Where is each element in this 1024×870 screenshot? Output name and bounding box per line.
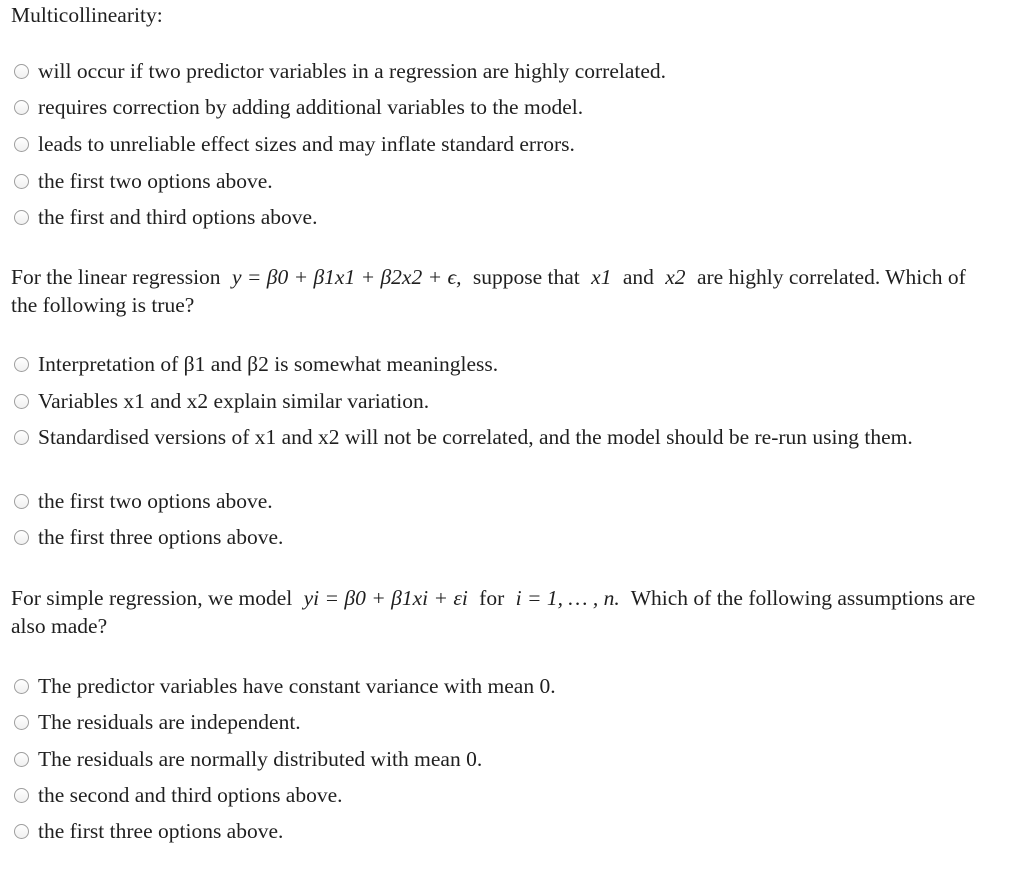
q1-option-2[interactable] bbox=[14, 94, 958, 122]
option-label: the first three options above. bbox=[38, 525, 284, 549]
radio-button[interactable] bbox=[14, 357, 29, 372]
q2-option-3[interactable] bbox=[14, 424, 958, 452]
option-label: The residuals are normally distributed with mean 0. bbox=[38, 747, 483, 771]
q3-option-3[interactable] bbox=[14, 746, 958, 774]
stem-text: Which of the following assumptions are also made? bbox=[11, 586, 976, 638]
radio-button[interactable] bbox=[14, 715, 29, 730]
stem-text: are highly correlated. Which of the following is true? bbox=[11, 265, 966, 317]
option-label: the first two options above. bbox=[38, 489, 273, 513]
question-3-stem bbox=[11, 585, 984, 641]
radio-button[interactable] bbox=[14, 100, 29, 115]
q1-option-5[interactable] bbox=[14, 204, 958, 232]
radio-button[interactable] bbox=[14, 394, 29, 409]
stem-text: For simple regression, we model bbox=[11, 586, 293, 610]
question-1-stem: Multicollinearity: bbox=[11, 3, 163, 27]
option-label: Interpretation of β1 and β2 is somewhat meaningless. bbox=[38, 352, 499, 376]
stem-text: for bbox=[479, 586, 505, 610]
q3-option-1[interactable] bbox=[14, 673, 958, 701]
radio-button[interactable] bbox=[14, 824, 29, 839]
option-label: the first two options above. bbox=[38, 169, 273, 193]
radio-button[interactable] bbox=[14, 494, 29, 509]
option-label: Variables x1 and x2 explain similar variation. bbox=[38, 389, 430, 413]
q1-option-4[interactable] bbox=[14, 168, 958, 196]
radio-button[interactable] bbox=[14, 64, 29, 79]
q3-option-5[interactable] bbox=[14, 818, 958, 846]
q1-option-1[interactable] bbox=[14, 58, 958, 86]
stem-text: For the linear regression bbox=[11, 265, 221, 289]
radio-button[interactable] bbox=[14, 174, 29, 189]
radio-button[interactable] bbox=[14, 530, 29, 545]
option-label: The residuals are independent. bbox=[38, 710, 301, 734]
q2-option-4[interactable] bbox=[14, 488, 958, 516]
q3-option-4[interactable] bbox=[14, 782, 958, 810]
q2-option-2[interactable] bbox=[14, 388, 958, 416]
question-2-stem bbox=[11, 264, 984, 320]
option-label: leads to unreliable effect sizes and may inflate standard errors. bbox=[38, 132, 575, 156]
option-label: The predictor variables have constant variance with mean 0. bbox=[38, 674, 556, 698]
question-2 bbox=[11, 264, 984, 320]
option-label: Standardised versions of x1 and x2 will not be correlated, and the model should be re-run using them. bbox=[38, 425, 913, 449]
variable-x2: x2 bbox=[665, 265, 686, 289]
q2-option-5[interactable] bbox=[14, 524, 958, 552]
radio-button[interactable] bbox=[14, 210, 29, 225]
radio-button[interactable] bbox=[14, 137, 29, 152]
stem-text: suppose that bbox=[472, 265, 580, 289]
index-range: i = 1, … , n. bbox=[515, 586, 620, 610]
question-3 bbox=[11, 585, 984, 641]
regression-equation: yi = β0 + β1xi + εi bbox=[303, 586, 468, 610]
q2-option-1[interactable] bbox=[14, 351, 958, 379]
radio-button[interactable] bbox=[14, 788, 29, 803]
q1-option-3[interactable] bbox=[14, 131, 958, 159]
regression-equation: y = β0 + β1x1 + β2x2 + ϵ, bbox=[231, 265, 462, 289]
option-label: the second and third options above. bbox=[38, 783, 343, 807]
radio-button[interactable] bbox=[14, 679, 29, 694]
radio-button[interactable] bbox=[14, 430, 29, 445]
option-label: the first three options above. bbox=[38, 819, 284, 843]
variable-x1: x1 bbox=[591, 265, 612, 289]
q3-option-2[interactable] bbox=[14, 709, 958, 737]
question-1 bbox=[11, 2, 984, 30]
option-label: the first and third options above. bbox=[38, 205, 318, 229]
option-label: requires correction by adding additional variables to the model. bbox=[38, 95, 584, 119]
stem-text: and bbox=[622, 265, 654, 289]
radio-button[interactable] bbox=[14, 752, 29, 767]
option-label: will occur if two predictor variables in a regression are highly correlated. bbox=[38, 59, 667, 83]
